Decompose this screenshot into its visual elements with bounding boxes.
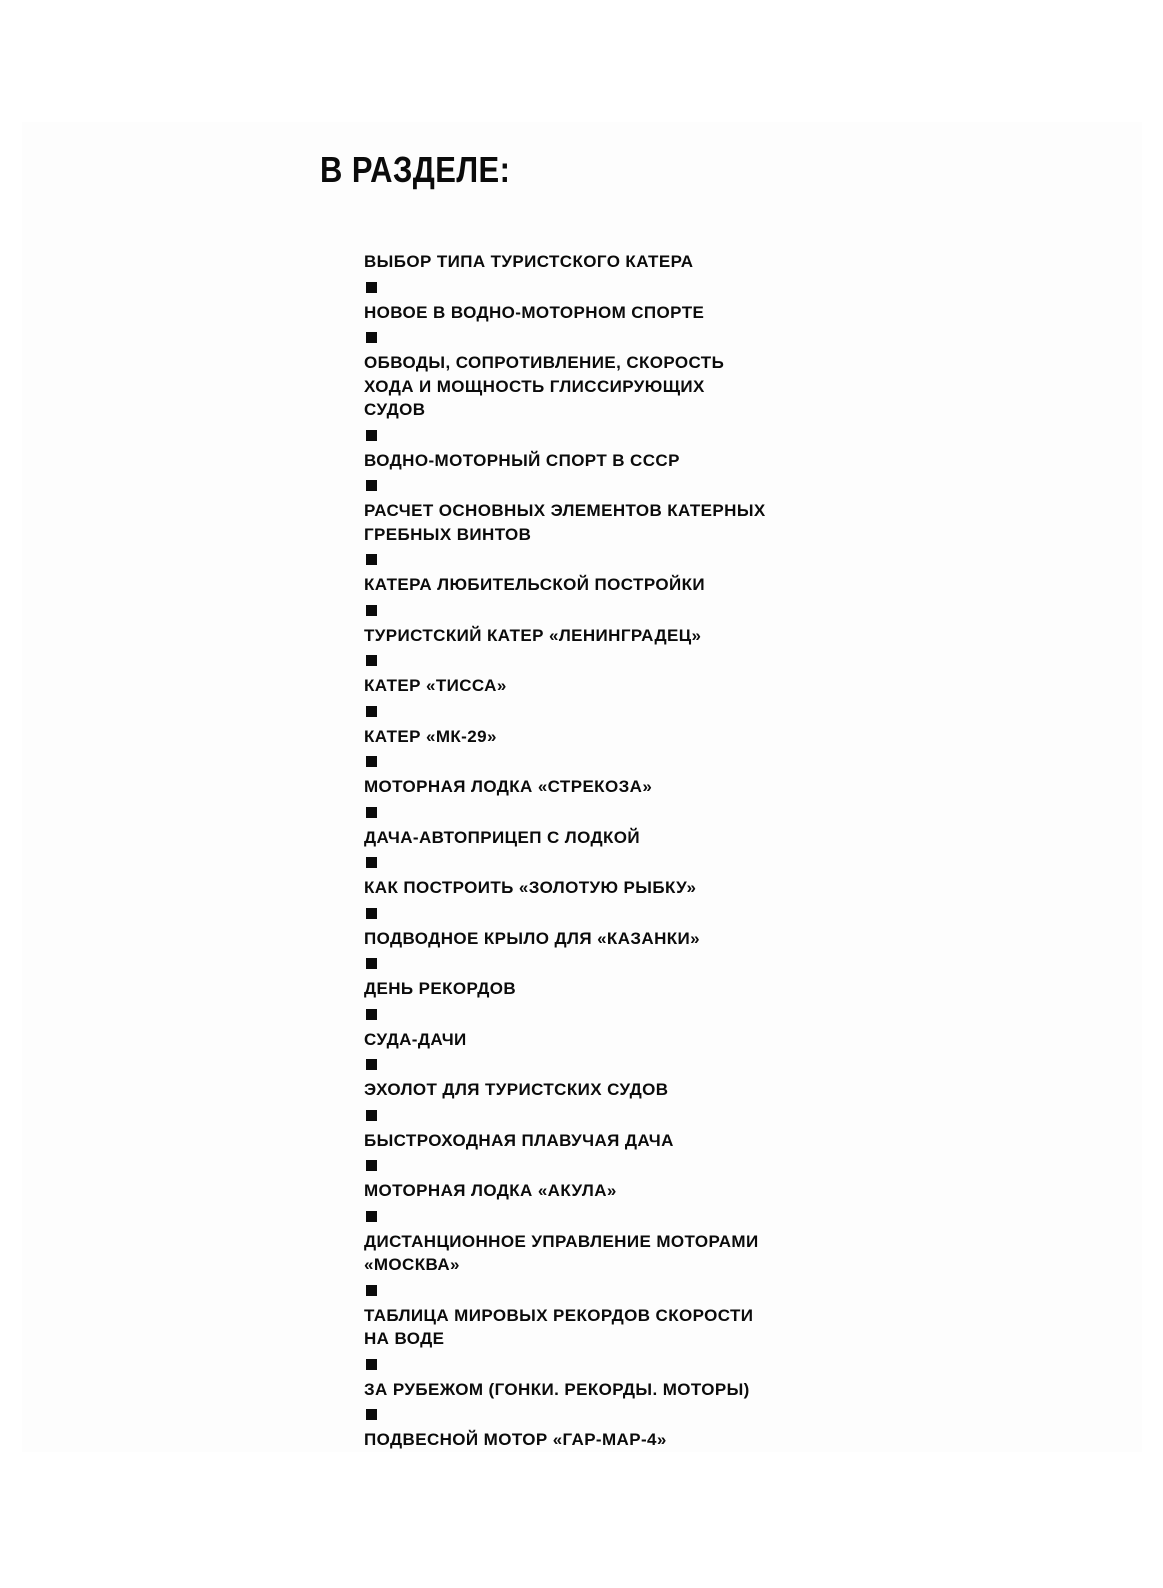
square-bullet-icon bbox=[366, 605, 377, 616]
toc-item: ЭХОЛОТ ДЛЯ ТУРИСТСКИХ СУДОВ bbox=[364, 1080, 669, 1099]
toc-item: КАТЕР «ТИССА» bbox=[364, 676, 507, 695]
page-title: В РАЗДЕЛЕ: bbox=[320, 149, 511, 190]
toc-item: ДЕНЬ РЕКОРДОВ bbox=[364, 979, 517, 998]
toc-item: КАТЕР «МК-29» bbox=[364, 726, 497, 746]
toc-item: ДАЧА-АВТОПРИЦЕП С ЛОДКОЙ bbox=[364, 827, 640, 847]
toc-item: КАК ПОСТРОИТЬ «ЗОЛОТУЮ РЫБКУ» bbox=[364, 878, 697, 897]
square-bullet-icon bbox=[366, 282, 377, 293]
toc-item: ПОДВОДНОЕ КРЫЛО ДЛЯ «КАЗАНКИ» bbox=[364, 928, 701, 948]
toc-item: НОВОЕ В ВОДНО-МОТОРНОМ СПОРТЕ bbox=[364, 302, 705, 322]
square-bullet-icon bbox=[366, 807, 377, 818]
toc-item: ЗА РУБЕЖОМ (ГОНКИ. РЕКОРДЫ. МОТОРЫ) bbox=[364, 1379, 750, 1399]
toc-item: КАТЕРА ЛЮБИТЕЛЬСКОЙ ПОСТРОЙКИ bbox=[364, 575, 705, 594]
square-bullet-icon bbox=[366, 1160, 377, 1171]
square-bullet-icon bbox=[366, 1110, 377, 1121]
toc-item: МОТОРНАЯ ЛОДКА «АКУЛА» bbox=[364, 1181, 617, 1200]
toc-item: ОБВОДЫ, СОПРОТИВЛЕНИЕ, СКОРОСТЬ ХОДА И МОЩНОСТЬ ГЛИССИРУЮЩИХ СУДОВ bbox=[364, 353, 725, 419]
square-bullet-icon bbox=[366, 554, 377, 565]
square-bullet-icon bbox=[366, 908, 377, 919]
square-bullet-icon bbox=[366, 480, 377, 491]
square-bullet-icon bbox=[366, 430, 377, 441]
square-bullet-icon bbox=[366, 655, 377, 666]
square-bullet-icon bbox=[366, 1211, 377, 1222]
square-bullet-icon bbox=[366, 1359, 377, 1370]
square-bullet-icon bbox=[366, 332, 377, 343]
square-bullet-icon bbox=[366, 958, 377, 969]
square-bullet-icon bbox=[366, 1059, 377, 1070]
table-of-contents bbox=[364, 250, 794, 1452]
toc-item: ДИСТАНЦИОННОЕ УПРАВЛЕНИЕ МОТОРАМИ «МОСКВА» bbox=[364, 1231, 759, 1274]
square-bullet-icon bbox=[366, 706, 377, 717]
toc-item: ПОДВЕСНОЙ МОТОР «ГАР-МАР-4» bbox=[364, 1430, 667, 1449]
toc-item: РАСЧЕТ ОСНОВНЫХ ЭЛЕМЕНТОВ КАТЕРНЫХ ГРЕБНЫХ ВИНТОВ bbox=[364, 501, 766, 544]
square-bullet-icon bbox=[366, 756, 377, 767]
toc-item: ТАБЛИЦА МИРОВЫХ РЕКОРДОВ СКОРОСТИ НА ВОДЕ bbox=[364, 1305, 754, 1348]
square-bullet-icon bbox=[366, 857, 377, 868]
toc-item: ВЫБОР ТИПА ТУРИСТСКОГО КАТЕРА bbox=[364, 252, 694, 271]
square-bullet-icon bbox=[366, 1409, 377, 1420]
toc-item: ВОДНО-МОТОРНЫЙ СПОРТ В СССР bbox=[364, 450, 680, 470]
toc-item: ТУРИСТСКИЙ КАТЕР «ЛЕНИНГРАДЕЦ» bbox=[364, 625, 702, 645]
toc-item: МОТОРНАЯ ЛОДКА «СТРЕКОЗА» bbox=[364, 777, 653, 796]
toc-item: СУДА-ДАЧИ bbox=[364, 1029, 467, 1049]
square-bullet-icon bbox=[366, 1285, 377, 1296]
square-bullet-icon bbox=[366, 1009, 377, 1020]
toc-item: БЫСТРОХОДНАЯ ПЛАВУЧАЯ ДАЧА bbox=[364, 1130, 674, 1150]
